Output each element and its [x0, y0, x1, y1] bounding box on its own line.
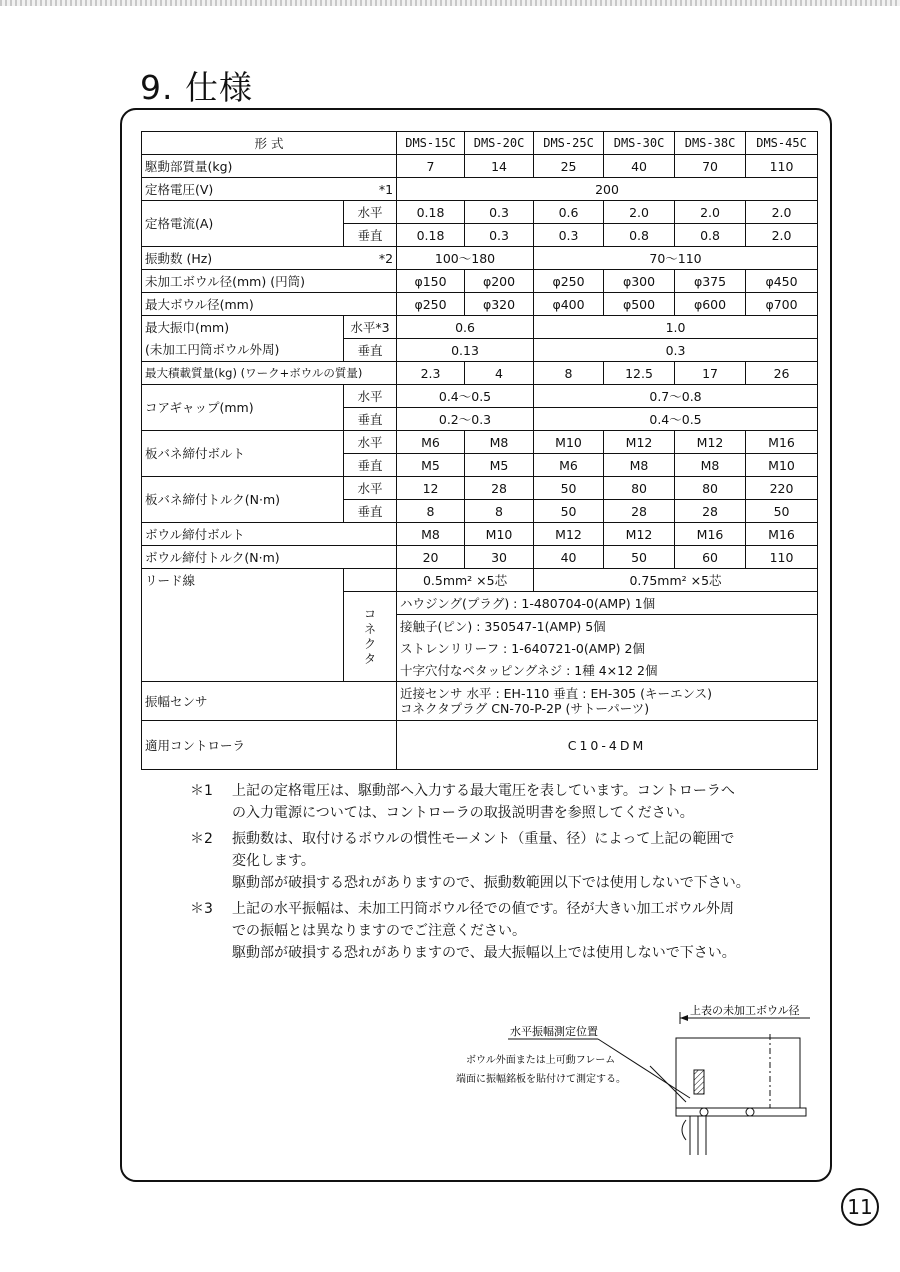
table-row [142, 592, 818, 615]
table-cell: M8 [675, 454, 746, 477]
table-cell: M12 [675, 431, 746, 454]
table-cell: M16 [746, 431, 818, 454]
footnote-line: 変化します。 [232, 853, 315, 869]
spec-table [141, 131, 818, 770]
footnote-line: 上記の水平振幅は、未加工円筒ボウル径での値です。径が大きい加工ボウル外周 [232, 901, 735, 917]
connector-line: 接触子(ピン) : 350547-1(AMP) 5個 [397, 615, 818, 638]
sub-label: 垂直 [344, 500, 397, 523]
table-cell: M10 [465, 523, 534, 546]
table-cell: 20 [397, 546, 465, 569]
table-row [142, 155, 818, 178]
table-cell: 12.5 [604, 362, 675, 385]
row-label [142, 178, 397, 201]
sub-label: 垂直 [344, 408, 397, 431]
table-cell: 0.13 [397, 339, 534, 362]
table-cell: 17 [675, 362, 746, 385]
table-cell: φ150 [397, 270, 465, 293]
row-label: 駆動部質量(kg) [142, 155, 397, 178]
table-cell: 26 [746, 362, 818, 385]
table-cell: M12 [534, 523, 604, 546]
footnote-line: 駆動部が破損する恐れがありますので、最大振幅以上では使用しないで下さい。 [232, 945, 736, 961]
model-cell: DMS-30C [604, 132, 675, 155]
table-cell: 8 [534, 362, 604, 385]
table-row [142, 477, 818, 500]
table-cell: φ320 [465, 293, 534, 316]
model-cell: DMS-45C [746, 132, 818, 155]
sensor-line: コネクタプラグ CN-70-P-2P (サトーパーツ) [400, 701, 650, 716]
table-cell: 1.0 [534, 316, 818, 339]
empty-cell [344, 569, 397, 592]
row-label: 最大振巾(mm) [142, 316, 344, 339]
table-cell: 2.0 [746, 201, 818, 224]
row-label: 定格電流(A) [142, 201, 344, 247]
row-label: 最大積載質量(kg) (ワーク+ボウルの質量) [142, 362, 397, 385]
model-cell: DMS-38C [675, 132, 746, 155]
footnote-ref: *2 [378, 250, 394, 266]
table-cell: M6 [534, 454, 604, 477]
connector-line: ハウジング(プラグ) : 1-480704-0(AMP) 1個 [397, 592, 818, 615]
table-cell: M12 [604, 523, 675, 546]
table-cell: 220 [746, 477, 818, 500]
sensor-cell [397, 682, 818, 721]
table-cell: φ450 [746, 270, 818, 293]
table-cell: 28 [604, 500, 675, 523]
diagram-note-line: 端面に振幅銘板を貼付けて測定する。 [456, 1074, 626, 1085]
table-cell: M16 [675, 523, 746, 546]
bolt-icon [746, 1108, 754, 1116]
table-cell: 28 [675, 500, 746, 523]
row-label: 振幅センサ [142, 682, 397, 721]
table-cell: 0.6 [534, 201, 604, 224]
table-cell: 25 [534, 155, 604, 178]
table-row [142, 339, 818, 362]
table-row [142, 178, 818, 201]
table-cell: M8 [465, 431, 534, 454]
table-cell: M5 [397, 454, 465, 477]
table-cell: φ250 [397, 293, 465, 316]
table-row [142, 362, 818, 385]
table-cell: 0.2～0.3 [397, 408, 534, 431]
table-cell: 12 [397, 477, 465, 500]
table-cell: 200 [397, 178, 818, 201]
table-cell: 0.7～0.8 [534, 385, 818, 408]
footnote-line: 振動数は、取付けるボウルの慣性モーメント（重量、径）によって上記の範囲で [232, 831, 735, 847]
table-cell: M6 [397, 431, 465, 454]
footnote [190, 898, 790, 964]
table-cell: 80 [604, 477, 675, 500]
table-cell: 40 [534, 546, 604, 569]
table-cell: 0.3 [465, 224, 534, 247]
table-cell: 8 [397, 500, 465, 523]
connector-line: 十字穴付なベタッピングネジ : 1種 4×12 2個 [397, 659, 818, 682]
table-row [142, 293, 818, 316]
table-row [142, 270, 818, 293]
table-cell: M10 [534, 431, 604, 454]
sub-label: 水平 [344, 431, 397, 454]
amplitude-plate [694, 1070, 704, 1094]
model-cell: DMS-15C [397, 132, 465, 155]
table-cell: 14 [465, 155, 534, 178]
table-row [142, 132, 818, 155]
table-cell: 28 [465, 477, 534, 500]
table-row [142, 546, 818, 569]
sub-label: 水平*3 [344, 316, 397, 339]
sub-label: 水平 [344, 385, 397, 408]
table-row [142, 682, 818, 721]
table-cell: 4 [465, 362, 534, 385]
table-cell: 70 [675, 155, 746, 178]
model-cell: DMS-25C [534, 132, 604, 155]
table-cell: 50 [604, 546, 675, 569]
diagram-label-top: 上表の未加工ボウル径 [690, 1004, 800, 1017]
frame-curve [682, 1120, 686, 1140]
table-cell: 40 [604, 155, 675, 178]
model-cell: DMS-20C [465, 132, 534, 155]
table-cell: φ600 [675, 293, 746, 316]
connector-line: ストレンリリーフ : 1-640721-0(AMP) 2個 [397, 637, 818, 659]
table-row [142, 431, 818, 454]
table-row [142, 721, 818, 770]
table-cell: 70～110 [534, 247, 818, 270]
table-cell: M8 [397, 523, 465, 546]
row-label: 適用コントローラ [142, 721, 397, 770]
table-cell: 50 [534, 477, 604, 500]
page-heading: 9. 仕様 [140, 68, 253, 107]
row-label: ボウル締付トルク(N·m) [142, 546, 397, 569]
table-cell: 0.4～0.5 [534, 408, 818, 431]
table-cell: 8 [465, 500, 534, 523]
table-cell: 110 [746, 155, 818, 178]
empty-cell [142, 592, 344, 682]
sub-label: 水平 [344, 477, 397, 500]
footnote-line: 上記の定格電圧は、駆動部へ入力する最大電圧を表しています。コントローラへ [232, 783, 735, 799]
table-row [142, 523, 818, 546]
bolt-icon [700, 1108, 708, 1116]
table-cell: 2.3 [397, 362, 465, 385]
row-label: 板バネ締付ボルト [142, 431, 344, 477]
amplitude-measurement-diagram [450, 990, 810, 1160]
row-label: 最大ボウル径(mm) [142, 293, 397, 316]
row-label: リード線 [142, 569, 344, 592]
table-cell: φ400 [534, 293, 604, 316]
table-cell: 0.18 [397, 224, 465, 247]
table-cell: φ200 [465, 270, 534, 293]
arrow-head-icon [680, 1015, 688, 1021]
table-cell: M10 [746, 454, 818, 477]
footnote-mark: ＊1 [190, 783, 213, 799]
diagram-label-position: 水平振幅測定位置 [510, 1025, 598, 1038]
table-cell: φ300 [604, 270, 675, 293]
row-label: 板バネ締付トルク(N·m) [142, 477, 344, 523]
table-cell: 0.18 [397, 201, 465, 224]
table-cell: 2.0 [604, 201, 675, 224]
frame-flange [676, 1108, 806, 1116]
sub-label: 垂直 [344, 224, 397, 247]
leader-line [650, 1066, 686, 1102]
table-cell: 0.75mm² ×5芯 [534, 569, 818, 592]
footnote-line: 駆動部が破損する恐れがありますので、振動数範囲以下では使用しないで下さい。 [232, 875, 750, 891]
row-label-text: 振動数 (Hz) [145, 250, 213, 266]
table-cell: 0.3 [465, 201, 534, 224]
table-row [142, 569, 818, 592]
footnotes [190, 780, 790, 968]
table-cell: 60 [675, 546, 746, 569]
connector-label: コネクタ [363, 606, 376, 666]
table-cell: 0.5mm² ×5芯 [397, 569, 534, 592]
row-label-text: 定格電圧(V) [145, 181, 214, 197]
table-cell: 7 [397, 155, 465, 178]
page-number: 11 [841, 1188, 879, 1226]
table-cell: 50 [746, 500, 818, 523]
table-cell: φ250 [534, 270, 604, 293]
footnote-line: の入力電源については、コントローラの取扱説明書を参照してください。 [232, 805, 694, 821]
table-cell: 2.0 [746, 224, 818, 247]
row-label-line2: (未加工円筒ボウル外周) [142, 339, 344, 362]
footnote [190, 828, 790, 894]
scan-edge-band [0, 0, 900, 6]
table-cell: M8 [604, 454, 675, 477]
table-cell: M5 [465, 454, 534, 477]
footnote-mark: ＊3 [190, 901, 213, 917]
sub-label: 垂直 [344, 339, 397, 362]
table-cell: 0.8 [675, 224, 746, 247]
table-cell: φ375 [675, 270, 746, 293]
table-row [142, 201, 818, 224]
table-cell: 0.3 [534, 224, 604, 247]
table-row [142, 316, 818, 339]
header-label: 形 式 [142, 132, 397, 155]
footnote-mark: ＊2 [190, 831, 213, 847]
footnote [190, 780, 790, 824]
table-row [142, 385, 818, 408]
sub-label: 垂直 [344, 454, 397, 477]
table-cell: 110 [746, 546, 818, 569]
row-label [142, 247, 397, 270]
table-cell: 100～180 [397, 247, 534, 270]
row-label: コアギャップ(mm) [142, 385, 344, 431]
table-cell: φ500 [604, 293, 675, 316]
footnote-ref: *1 [378, 181, 394, 197]
table-cell: 2.0 [675, 201, 746, 224]
table-cell: 0.6 [397, 316, 534, 339]
table-cell: 0.8 [604, 224, 675, 247]
footnote-line: での振幅とは異なりますのでご注意ください。 [232, 923, 526, 939]
table-cell: M16 [746, 523, 818, 546]
diagram-note-line: ボウル外面または上可動フレーム [466, 1055, 616, 1066]
controller-value: C10-4DM [397, 721, 818, 770]
table-row [142, 247, 818, 270]
table-cell: 80 [675, 477, 746, 500]
sub-label: 水平 [344, 201, 397, 224]
table-cell: 0.3 [534, 339, 818, 362]
table-cell: M12 [604, 431, 675, 454]
table-cell: 30 [465, 546, 534, 569]
table-cell: φ700 [746, 293, 818, 316]
table-cell: 50 [534, 500, 604, 523]
row-label: ボウル締付ボルト [142, 523, 397, 546]
connector-label-cell [344, 592, 397, 682]
table-cell: 0.4～0.5 [397, 385, 534, 408]
row-label: 未加工ボウル径(mm) (円筒) [142, 270, 397, 293]
sensor-line: 近接センサ 水平 : EH-110 垂直 : EH-305 (キーエンス) [400, 686, 712, 701]
